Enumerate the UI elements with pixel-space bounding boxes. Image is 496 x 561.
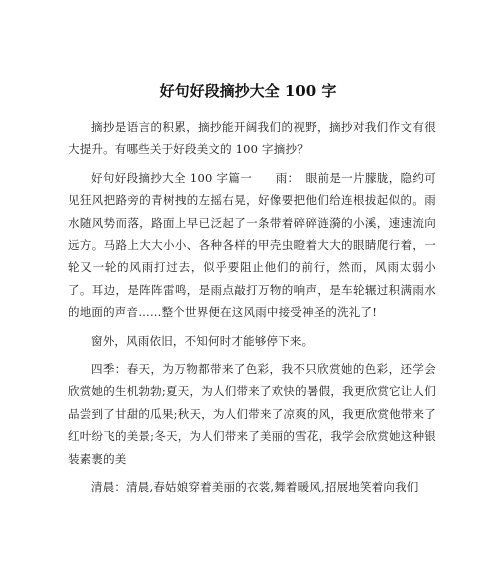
paragraph-morning: 清晨：清晨,春姑娘穿着美丽的衣裳,舞着暖风,招展地笑着向我们 bbox=[91, 480, 419, 495]
paragraph-seasons: 四季：春天，为万物都带来了色彩，我不只欣赏她的色彩，还学会欣赏她的生机勃勃;夏天，为人们带来了欢快的暑假，我更欣赏它让人们品尝到了甘甜的瓜果;秋天，为人们带来了凉爽的风，我更欣赏他带来了红叶纷飞的美景;冬天，为人们带来了美丽的雪花，我学会欣赏她这种银装素裹的美 bbox=[68, 362, 436, 466]
document-body bbox=[68, 116, 436, 499]
paragraph-rain: 好句好段摘抄大全 100 字篇一 雨： 眼前是一片朦胧，隐约可见狂风把路旁的青树拽的左摇右晃，好像要把他们给连根拔起似的。雨水随风势而落，路面上早已泛起了一条带着碎碎涟漪的小溪，速速流向远方。马路上大大小小、各种各样的甲壳虫瞪着大大的眼睛爬行着，一轮又一轮的风雨打过去，似乎要阻止他们的前行，然而，风雨太弱小了。耳边，是阵阵雷鸣，是雨点敲打万物的响声，是车轮辗过积满雨水的地面的声音……整个世界便在这风雨中接受神圣的洗礼了! bbox=[68, 170, 436, 320]
paragraph-window: 窗外，风雨依旧，不知何时才能够停下来。 bbox=[91, 333, 314, 348]
paragraph-intro: 摘抄是语言的积累，摘抄能开阔我们的视野，摘抄对我们作文有很大提升。有哪些关于好段美文的 100 字摘抄？ bbox=[68, 120, 436, 157]
document-title: 好句好段摘抄大全 100 字 bbox=[159, 82, 337, 100]
